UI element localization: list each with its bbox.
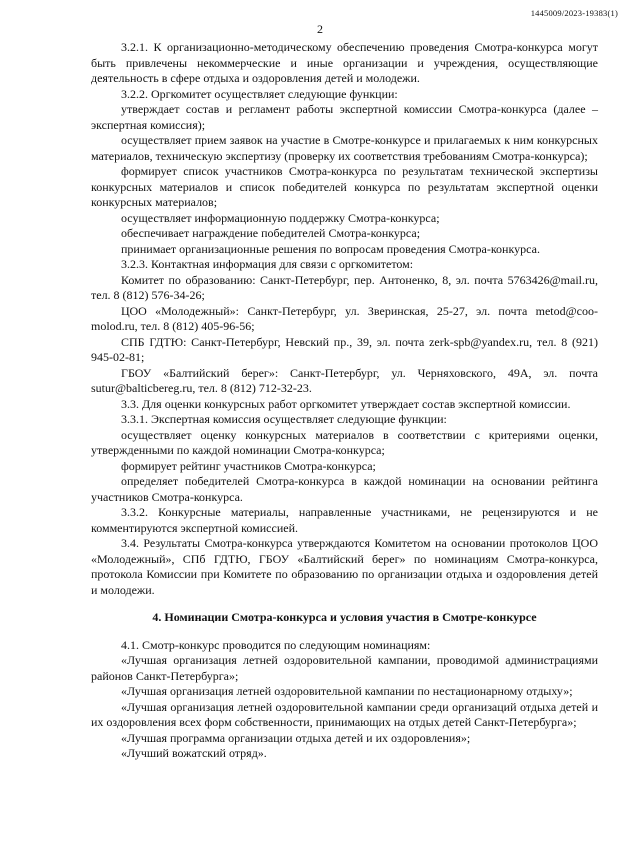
- paragraph: 4.1. Смотр-конкурс проводится по следующим номинациям:: [121, 637, 431, 652]
- paragraph: 3.4. Результаты Смотра-конкурса утверждаются Комитетом на основании протоколов ЦОО «Молодежный», СПб ГДТЮ, ГБОУ «Балтийский берег» по номинациям Смотра-конкурса, протокола Комиссии при Комитете по образованию по организации отдыха и оздоровления детей и молодежи.: [91, 536, 598, 597]
- paragraph: обеспечивает награждение победителей Смотра-конкурса;: [121, 226, 421, 240]
- paragraph: принимает организационные решения по вопросам проведения Смотра-конкурса.: [121, 241, 540, 256]
- paragraph: осуществляет прием заявок на участие в Смотре-конкурсе и прилагаемых к ним конкурсных материалов, техническую экспертизу (проверку их соответствия требованиям Смотра-конкурса);: [91, 133, 598, 163]
- nomination-item: «Лучшая программа организации отдыха детей и их оздоровления»;: [121, 730, 471, 745]
- nomination-item: «Лучшая организация летней оздоровительной кампании, проводимой администрациями районов Санкт-Петербурга»;: [91, 653, 598, 683]
- contact-baltic: ГБОУ «Балтийский берег»: Санкт-Петербург, ул. Черняховского, 49А, эл. почта sutur@balticbereg.ru, тел. 8 (812) 712-32-23.: [91, 365, 598, 395]
- contact-coo: ЦОО «Молодежный»: Санкт-Петербург, ул. Зверинская, 25-27, эл. почта metod@coo-molod.ru, тел. 8 (812) 405-96-56;: [91, 303, 598, 333]
- paragraph: осуществляет оценку конкурсных материалов в соответствии с критериями оценки, утвержденными по каждой номинации Смотра-конкурса;: [91, 427, 598, 457]
- paragraph: утверждает состав и регламент работы экспертной комиссии Смотра-конкурса (далее – экспертная комиссия);: [91, 102, 598, 132]
- nomination-item: «Лучшая организация летней оздоровительной кампании среди организаций отдыха детей и их оздоровления всех форм собственности, принимающих на отдых детей Санкт-Петербурга»;: [91, 699, 598, 729]
- paragraph: определяет победителей Смотра-конкурса в каждой номинации на основании рейтинга участников Смотра-конкурса.: [91, 474, 598, 504]
- paragraph: 3.2.2. Оргкомитет осуществляет следующие функции:: [121, 86, 398, 101]
- page-number: 2: [317, 22, 323, 36]
- paragraph: формирует список участников Смотра-конкурса по результатам технической экспертизы конкурсных материалов и список победителей конкурса по результатам экспертной оценки конкурсных материалов;: [91, 164, 598, 209]
- paragraph: 3.3. Для оценки конкурсных работ оргкомитет утверждает состав экспертной комиссии.: [121, 396, 571, 411]
- nomination-item: «Лучшая организация летней оздоровительной кампании по нестационарному отдыху»;: [121, 684, 573, 698]
- paragraph: осуществляет информационную поддержку Смотра-конкурса;: [121, 210, 440, 225]
- contact-committee: Комитет по образованию: Санкт-Петербург, пер. Антоненко, 8, эл. почта 5763426@mail.ru, тел. 8 (812) 576-34-26;: [91, 272, 598, 302]
- paragraph: 3.3.2. Конкурсные материалы, направленные участниками, не рецензируются и не комментируются экспертной комиссией.: [91, 505, 598, 535]
- section-4-heading: 4. Номинации Смотра-конкурса и условия участия в Смотре-конкурсе: [152, 610, 537, 624]
- paragraph: 3.3.1. Экспертная комиссия осуществляет следующие функции:: [121, 412, 447, 426]
- contact-gdtyu: СПБ ГДТЮ: Санкт-Петербург, Невский пр., 39, эл. почта zerk-spb@yandex.ru, тел. 8 (921) 945-02-81;: [91, 334, 598, 364]
- document-body: [91, 40, 598, 762]
- nomination-item: «Лучший вожатский отряд».: [121, 746, 267, 760]
- document-id: 1445009/2023-19383(1): [530, 8, 618, 18]
- paragraph: 3.2.1. К организационно-методическому обеспечению проведения Смотра-конкурса могут быть привлечены некоммерческие и иные организации и учреждения, осуществляющие деятельность в сфере отдыха и оздоровления детей и молодежи.: [91, 40, 598, 85]
- paragraph: 3.2.3. Контактная информация для связи с оргкомитетом:: [121, 257, 414, 271]
- paragraph: формирует рейтинг участников Смотра-конкурса;: [121, 458, 376, 473]
